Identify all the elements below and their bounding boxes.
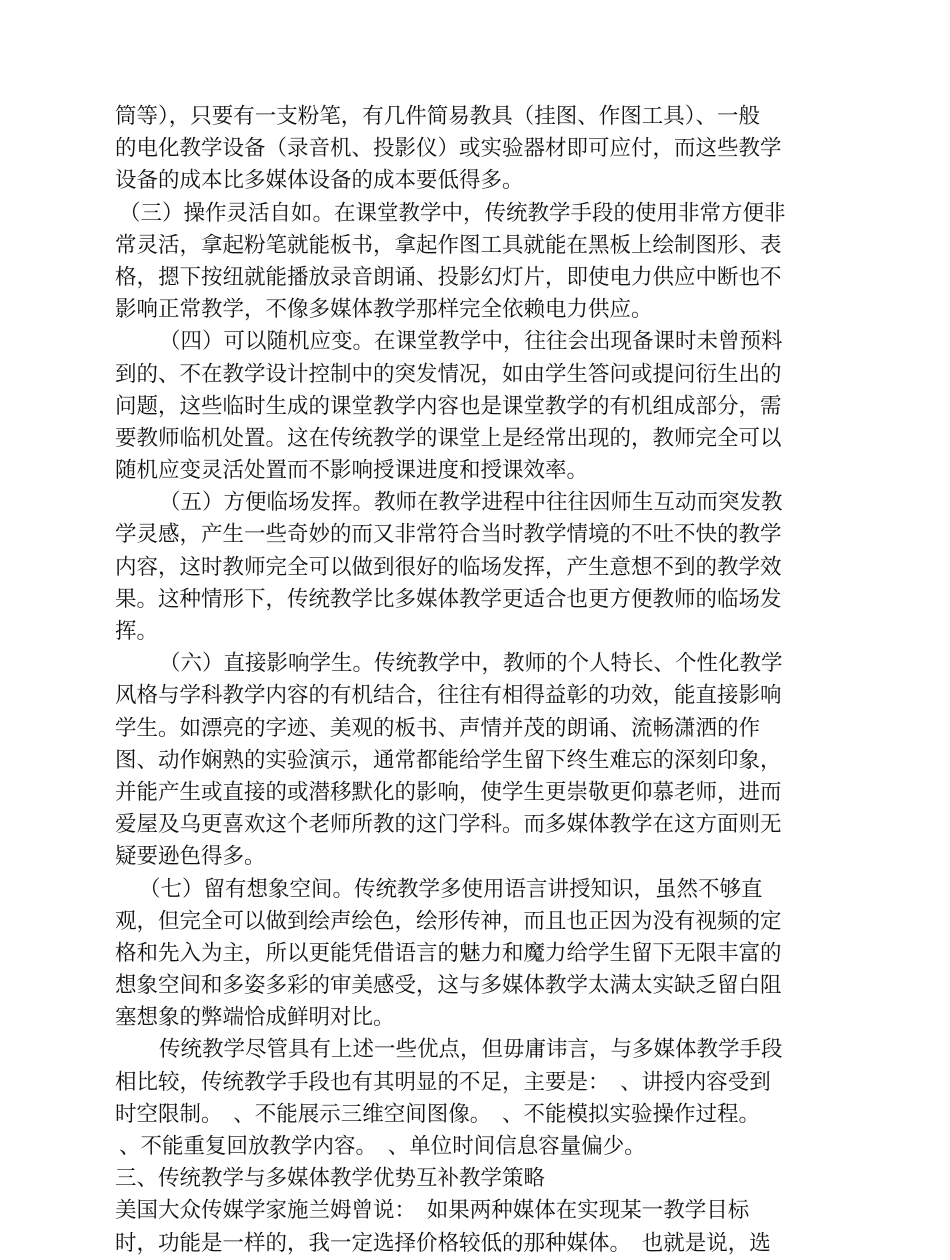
- text-line: 相比较，传统教学手段也有其明显的不足，主要是： 、讲授内容受到: [115, 1069, 771, 1095]
- text-line: 到的、不在教学设计控制中的突发情况，如由学生答问或提问衍生出的: [115, 361, 782, 387]
- section-heading-3: （三）操作灵活自如。在课堂教学中，传统教学手段的使用非常方便非: [119, 200, 786, 226]
- text-line: 内容，这时教师完全可以做到很好的临场发挥，产生意想不到的教学效: [115, 554, 782, 580]
- text-line: 果。这种情形下，传统教学比多媒体教学更适合也更方便教师的临场发: [115, 586, 782, 612]
- section-heading-5: （五）方便临场发挥。教师在教学进程中往往因师生互动而突发教: [159, 490, 783, 516]
- text-line: 塞想象的弊端恰成鲜明对比。: [115, 1005, 395, 1031]
- text-line: 学灵感，产生一些奇妙的而又非常符合当时教学情境的不吐不快的教学: [115, 522, 782, 548]
- text-line: 、不能重复回放教学内容。 、单位时间信息容量偏少。: [119, 1134, 646, 1159]
- text-line: 格，摁下按纽就能播放录音朗诵、投影幻灯片，即使电力供应中断也不: [115, 264, 782, 290]
- text-line: 常灵活，拿起粉笔就能板书，拿起作图工具就能在黑板上绘制图形、表: [115, 232, 782, 258]
- text-line: 观，但完全可以做到绘声绘色，绘形传神，而且也正因为没有视频的定: [115, 908, 782, 934]
- text-line: 风格与学科教学内容的有机结合，往往有相得益彰的功效，能直接影响: [115, 683, 782, 709]
- text-line: 时，功能是一样的，我一定选择价格较低的那种媒体。 也就是说，选: [115, 1230, 771, 1256]
- body-text: [115, 101, 840, 1260]
- text-line: 格和先入为主，所以更能凭借语言的魅力和魔力给学生留下无限丰富的: [115, 940, 782, 966]
- text-line: 设备的成本比多媒体设备的成本要低得多。: [115, 168, 524, 194]
- text-line: 学生。如漂亮的字迹、美观的板书、声情并茂的朗诵、流畅潇洒的作: [115, 715, 761, 741]
- text-line: 美国大众传媒学家施兰姆曾说： 如果两种媒体在实现某一教学目标: [115, 1198, 750, 1224]
- text-line: 图、动作娴熟的实验演示，通常都能给学生留下终生难忘的深刻印象，: [115, 747, 782, 773]
- text-line: 挥。: [115, 619, 159, 644]
- paragraph-start: 传统教学尽管具有上述一些优点，但毋庸讳言，与多媒体教学手段: [159, 1037, 783, 1063]
- text-line: 时空限制。 、不能展示三维空间图像。 、不能模拟实验操作过程。: [115, 1101, 761, 1127]
- text-line: 爱屋及乌更喜欢这个老师所教的这门学科。而多媒体教学在这方面则无: [115, 812, 782, 838]
- section-heading-7: （七）留有想象空间。传统教学多使用语言讲授知识，虽然不够直: [139, 876, 763, 902]
- text-line: 筒等），只要有一支粉笔，有几件简易教具（挂图、作图工具）、一般: [115, 104, 761, 129]
- text-line: 并能产生或直接的或潜移默化的影响，使学生更崇敬更仰慕老师，进而: [115, 779, 782, 805]
- text-line: 想象空间和多姿多彩的审美感受，这与多媒体教学太满太实缺乏留白阻: [115, 973, 782, 999]
- section-heading-6: （六）直接影响学生。传统教学中，教师的个人特长、个性化教学: [159, 651, 783, 677]
- section-heading-4: （四）可以随机应变。在课堂教学中，往往会出现备课时未曾预料: [159, 329, 783, 355]
- text-line: 要教师临机处置。这在传统教学的课堂上是经常出现的，教师完全可以: [115, 425, 782, 451]
- text-line: 随机应变灵活处置而不影响授课进度和授课效率。: [115, 458, 589, 484]
- text-line: 问题，这些临时生成的课堂教学内容也是课堂教学的有机组成部分，需: [115, 393, 782, 419]
- text-line: 的电化教学设备（录音机、投影仪）或实验器材即可应付，而这些教学: [115, 136, 782, 162]
- chapter-heading: 三、传统教学与多媒体教学优势互补教学策略: [115, 1166, 546, 1192]
- text-line: 疑要逊色得多。: [115, 844, 266, 870]
- text-line: 影响正常教学，不像多媒体教学那样完全依赖电力供应。: [115, 297, 653, 323]
